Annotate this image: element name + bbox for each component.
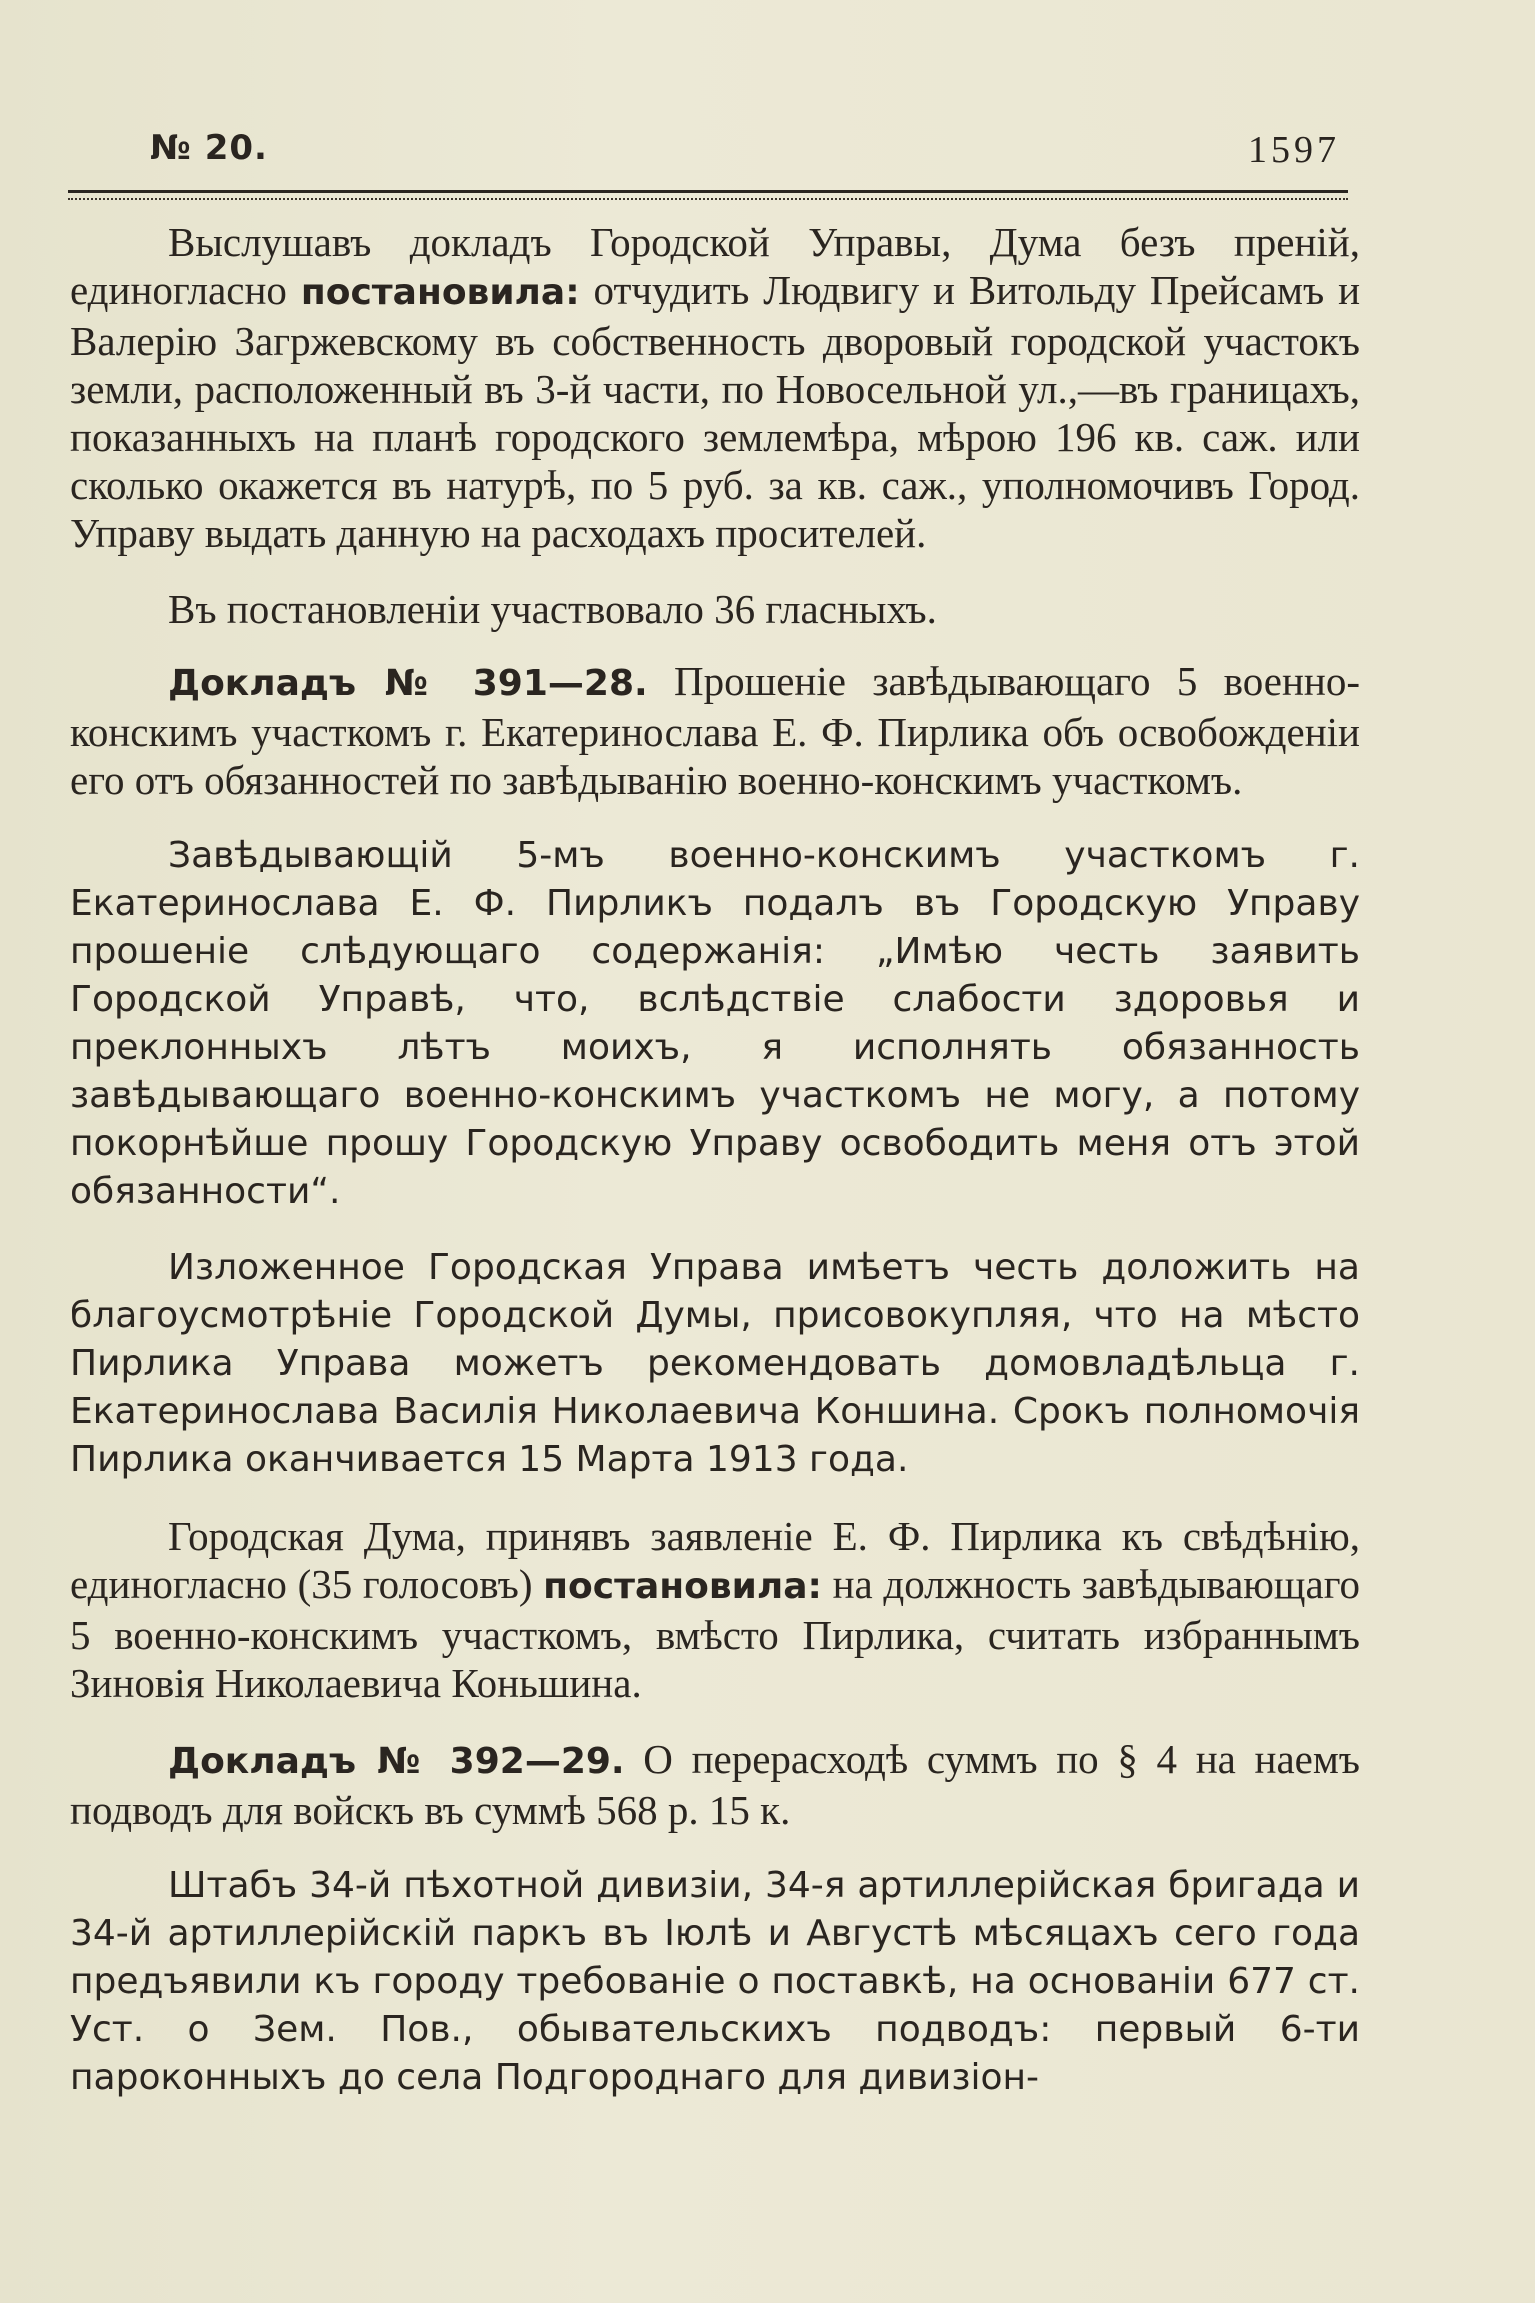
header-rule-dotted-line [68, 198, 1348, 200]
report-title: Прошеніе завѣдывающаго 5 военно-конскимъ участкомъ г. Екатеринослава Е. Ф. Пирлика объ освобожденіи его отъ обязанностей по завѣдыванію военно-конскимъ участкомъ. [70, 658, 1360, 803]
issue-number: № 20. [150, 128, 268, 168]
paragraph-resolution-election [70, 1512, 1360, 1707]
paragraph-resolution-land [70, 218, 1360, 557]
page-number: 1597 [1248, 129, 1340, 171]
text-span: Городская Дума, принявъ заявленіе Е. Ф. Пирлика къ свѣдѣнію, единогласно (35 голосовъ) [70, 1513, 1360, 1607]
paragraph-recommendation: Изложенное Городская Управа имѣетъ честь доложить на благоусмотрѣніе Городской Думы, присовокупляя, что на мѣсто Пирлика Управа можетъ рекомендовать домовладѣльца г. Екатеринослава Василія Николаевича Коншина. Срокъ полномочія Пирлика оканчивается 15 Марта 1913 года. [70, 1247, 1360, 1480]
resolution-keyword: постановила: [300, 272, 580, 313]
body-text [70, 218, 1360, 2130]
report-label: Докладъ № 391—28. [168, 663, 648, 704]
header-rule [68, 190, 1348, 206]
text-span: Выслушавъ докладъ Городской Управы, Дума безъ преній, единогласно [70, 219, 1360, 313]
paragraph-petition: Завѣдывающій 5-мъ военно-конскимъ участкомъ г. Екатеринослава Е. Ф. Пирликъ подалъ въ Городскую Управу прошеніе слѣдующаго содержанія: „Имѣю честь заявить Городской Управѣ, что, вслѣдствіе слабости здоровья и преклонныхъ лѣтъ моихъ, я исполнять обязанность завѣдывающаго военно-конскимъ участкомъ не могу, а потому покорнѣйше прошу Городскую Управу освободить меня отъ этой обязанности“. [70, 835, 1360, 1212]
text-span: отчудить Людвигу и Витольду Прейсамъ и Валерію Загржевскому въ собственность дворовый городской участокъ земли, расположенный въ 3-й части, по Новосельной ул.,—въ границахъ, показанныхъ на планѣ городского землемѣра, мѣрою 196 кв. саж. или сколько окажется въ натурѣ, по 5 руб. за кв. саж., уполномочивъ Город. Управу выдать данную на расходахъ просителей. [70, 267, 1361, 556]
paragraph-report-392 [70, 1735, 1360, 1834]
paragraph-report-391 [70, 657, 1360, 804]
report-title: О перерасходѣ суммъ по § 4 на наемъ подводъ для войскъ въ суммѣ 568 р. 15 к. [70, 1736, 1361, 1833]
page-header [150, 128, 1340, 180]
report-label: Докладъ № 392—29. [168, 1741, 625, 1782]
text-span: на должность завѣдывающаго 5 военно-конскимъ участкомъ, вмѣсто Пирлика, считать избраннымъ Зиновія Николаевича Коньшина. [70, 1561, 1360, 1706]
resolution-keyword: постановила: [543, 1566, 822, 1607]
paragraph-participants: Въ постановленіи участвовало 36 гласныхъ. [168, 586, 937, 632]
header-rule-line [68, 190, 1348, 193]
paragraph-staff-demand: Штабъ 34-й пѣхотной дивизіи, 34-я артиллерійская бригада и 34-й артиллерійскій паркъ въ Іюлѣ и Августѣ мѣсяцахъ сего года предъявили къ городу требованіе о поставкѣ, на основаніи 677 ст. Уст. о Зем. Пов., обывательскихъ подводъ: первый 6-ти пароконныхъ до села Подгороднаго для дивизіон- [70, 1865, 1360, 2098]
